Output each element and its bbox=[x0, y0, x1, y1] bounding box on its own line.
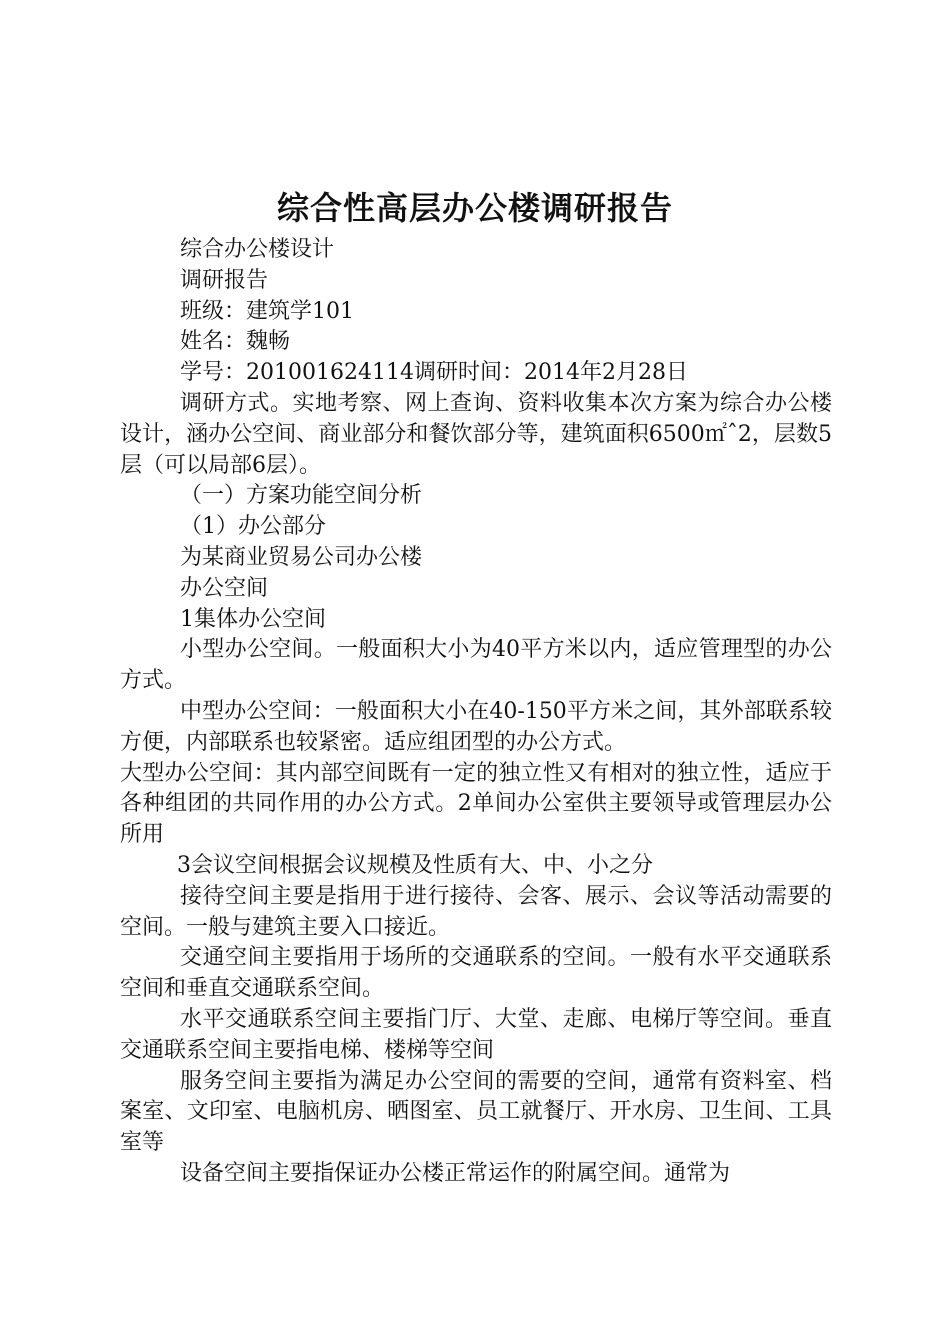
paragraph: 大型办公空间：其内部空间既有一定的独立性又有相对的独立性，适应于各种组团的共同作用的办公方式。2单间办公室供主要领导或管理层办公所用 bbox=[120, 760, 832, 848]
paragraph: 办公空间 bbox=[180, 575, 269, 601]
paragraph: 交通空间主要指用于场所的交通联系的空间。一般有水平交通联系空间和垂直交通联系空间。 bbox=[120, 945, 832, 1002]
paragraph: 为某商业贸易公司办公楼 bbox=[180, 544, 423, 570]
paragraph: 班级：建筑学101 bbox=[180, 298, 354, 324]
paragraph: 综合办公楼设计 bbox=[180, 237, 335, 262]
document-body bbox=[120, 235, 832, 1190]
paragraph: （1）办公部分 bbox=[180, 514, 326, 540]
document-title: 综合性高层办公楼调研报告 bbox=[276, 189, 673, 227]
paragraph: 中型办公空间：一般面积大小在40-150平方米之间，其外部联系较方便，内部联系也较紧密。适应组团型的办公方式。 bbox=[120, 698, 832, 755]
paragraph: 设备空间主要指保证办公楼正常运作的附属空间。通常为 bbox=[180, 1160, 731, 1186]
paragraph: 1集体办公空间 bbox=[180, 606, 326, 632]
paragraph: 学号：201001624114调研时间：2014年2月28日 bbox=[180, 360, 688, 386]
paragraph: （一）方案功能空间分析 bbox=[180, 483, 423, 509]
paragraph: 服务空间主要指为满足办公空间的需要的空间，通常有资料室、档案室、文印室、电脑机房、晒图室、员工就餐厅、开水房、卫生间、工具室等 bbox=[120, 1068, 832, 1156]
paragraph: 水平交通联系空间主要指门厅、大堂、走廊、电梯厅等空间。垂直交通联系空间主要指电梯、楼梯等空间 bbox=[120, 1006, 832, 1063]
paragraph: 调研方式。实地考察、网上查询、资料收集本次方案为综合办公楼设计，涵办公空间、商业部分和餐饮部分等，建筑面积6500㎡ˆ2，层数5层（可以局部6层）。 bbox=[120, 390, 832, 478]
paragraph: 3会议空间根据会议规模及性质有大、中、小之分 bbox=[177, 852, 653, 878]
paragraph: 调研报告 bbox=[180, 267, 269, 293]
paragraph: 姓名：魏畅 bbox=[180, 329, 291, 355]
paragraph: 小型办公空间。一般面积大小为40平方米以内，适应管理型的办公方式。 bbox=[120, 637, 832, 694]
paragraph: 接待空间主要是指用于进行接待、会客、展示、会议等活动需要的空间。一般与建筑主要入口接近。 bbox=[120, 883, 832, 940]
